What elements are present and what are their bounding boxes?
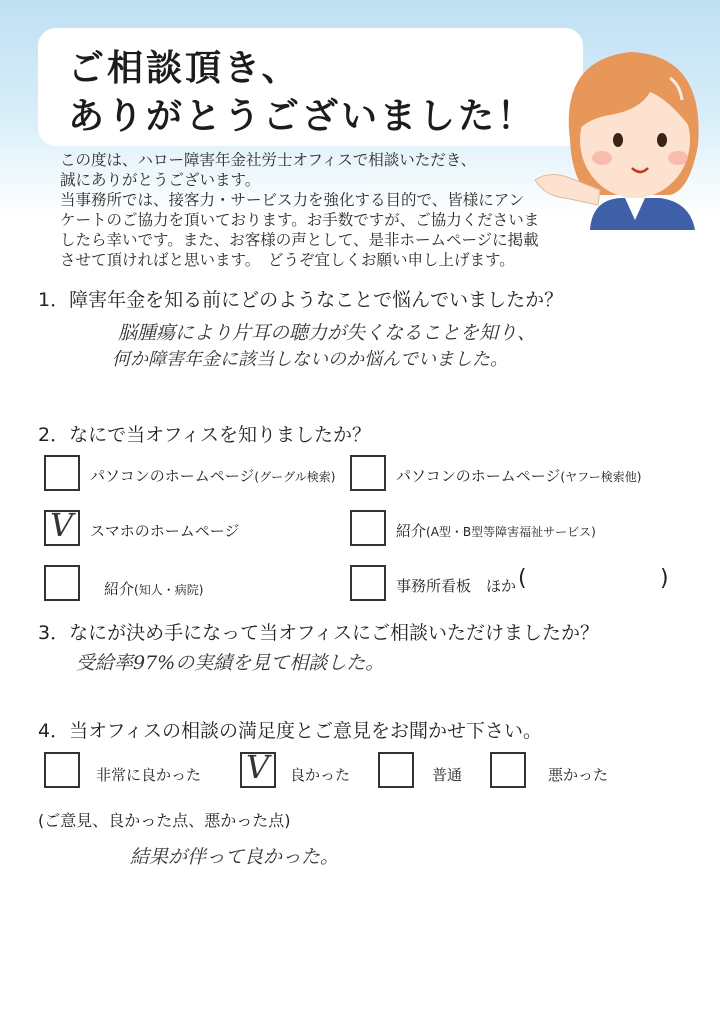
intro-line: この度は、ハロー障害年金社労士オフィスで相談いただき、: [60, 151, 477, 169]
checkbox-referral-service[interactable]: [350, 510, 386, 546]
comment-answer: 結果が伴って良かった。: [130, 846, 340, 868]
checkbox-very-good[interactable]: [44, 752, 80, 788]
right-blush: [668, 151, 688, 165]
option-smartphone: スマホのホームページ: [90, 522, 240, 540]
right-eye: [657, 133, 667, 147]
option-office-sign: 事務所看板 ほか: [396, 577, 517, 595]
intro-line: したら幸いです。また、お客様の声として、是非ホームページに掲載: [60, 231, 539, 249]
check-mark: V: [50, 506, 74, 544]
left-blush: [592, 151, 612, 165]
checkbox-referral-acquaintance[interactable]: [44, 565, 80, 601]
page-title-line2: ありがとうございました！: [68, 96, 537, 137]
intro-line: ケートのご協力を頂いております。お手数ですが、ご協力くださいま: [60, 211, 540, 229]
checkbox-pc-yahoo[interactable]: [350, 455, 386, 491]
left-eye: [613, 133, 623, 147]
option-good: 良かった: [290, 766, 351, 784]
checkbox-bad[interactable]: [490, 752, 526, 788]
other-paren-open: (: [518, 566, 527, 591]
other-paren-close: ): [660, 566, 669, 591]
other-input[interactable]: [530, 570, 655, 594]
option-average: 普通: [432, 766, 463, 784]
intro-line: 当事務所では、接客力・サービス力を強化する目的で、皆様にアン: [60, 191, 525, 209]
intro-line: させて頂ければと思います。 どうぞ宜しくお願い申し上げます。: [60, 251, 515, 269]
check-mark: V: [246, 748, 270, 786]
option-referral-service: 紹介(A型・B型等障害福祉サービス): [396, 522, 596, 540]
question-2: 2．なにで当オフィスを知りましたか？: [38, 424, 371, 446]
checkbox-good[interactable]: [240, 748, 276, 788]
page-title-line1: ご相談頂き、: [68, 48, 301, 89]
option-pc-google: パソコンのホームページ(グーグル検索): [90, 467, 336, 485]
option-very-good: 非常に良かった: [96, 766, 202, 784]
option-bad: 悪かった: [548, 766, 609, 784]
checkbox-pc-google[interactable]: [44, 455, 80, 491]
question-4: 4．当オフィスの相談の満足度とご意見をお聞かせ下さい。: [38, 720, 542, 742]
checkbox-office-sign[interactable]: [350, 565, 386, 601]
answer-1-line1: 脳腫瘍により片耳の聴力が失くなることを知り、: [118, 322, 537, 344]
checkbox-smartphone[interactable]: [44, 506, 80, 546]
comment-label: (ご意見、良かった点、悪かった点): [38, 811, 291, 830]
question-1: 1．障害年金を知る前にどのようなことで悩んでいましたか？: [38, 289, 564, 311]
intro-line: 誠にありがとうございます。: [60, 171, 261, 189]
question-3: 3．なにが決め手になって当オフィスにご相談いただけましたか？: [38, 622, 600, 644]
intro-text: [60, 150, 560, 270]
checkbox-average[interactable]: [378, 752, 414, 788]
answer-3: 受給率97%の実績を見て相談した。: [76, 652, 385, 674]
option-pc-yahoo: パソコンのホームページ(ヤフー検索他): [396, 467, 642, 485]
option-referral-acquaintance: 紹介(知人・病院): [104, 580, 204, 598]
answer-1-line2: 何か障害年金に該当しないのか悩んでいました。: [112, 349, 508, 370]
